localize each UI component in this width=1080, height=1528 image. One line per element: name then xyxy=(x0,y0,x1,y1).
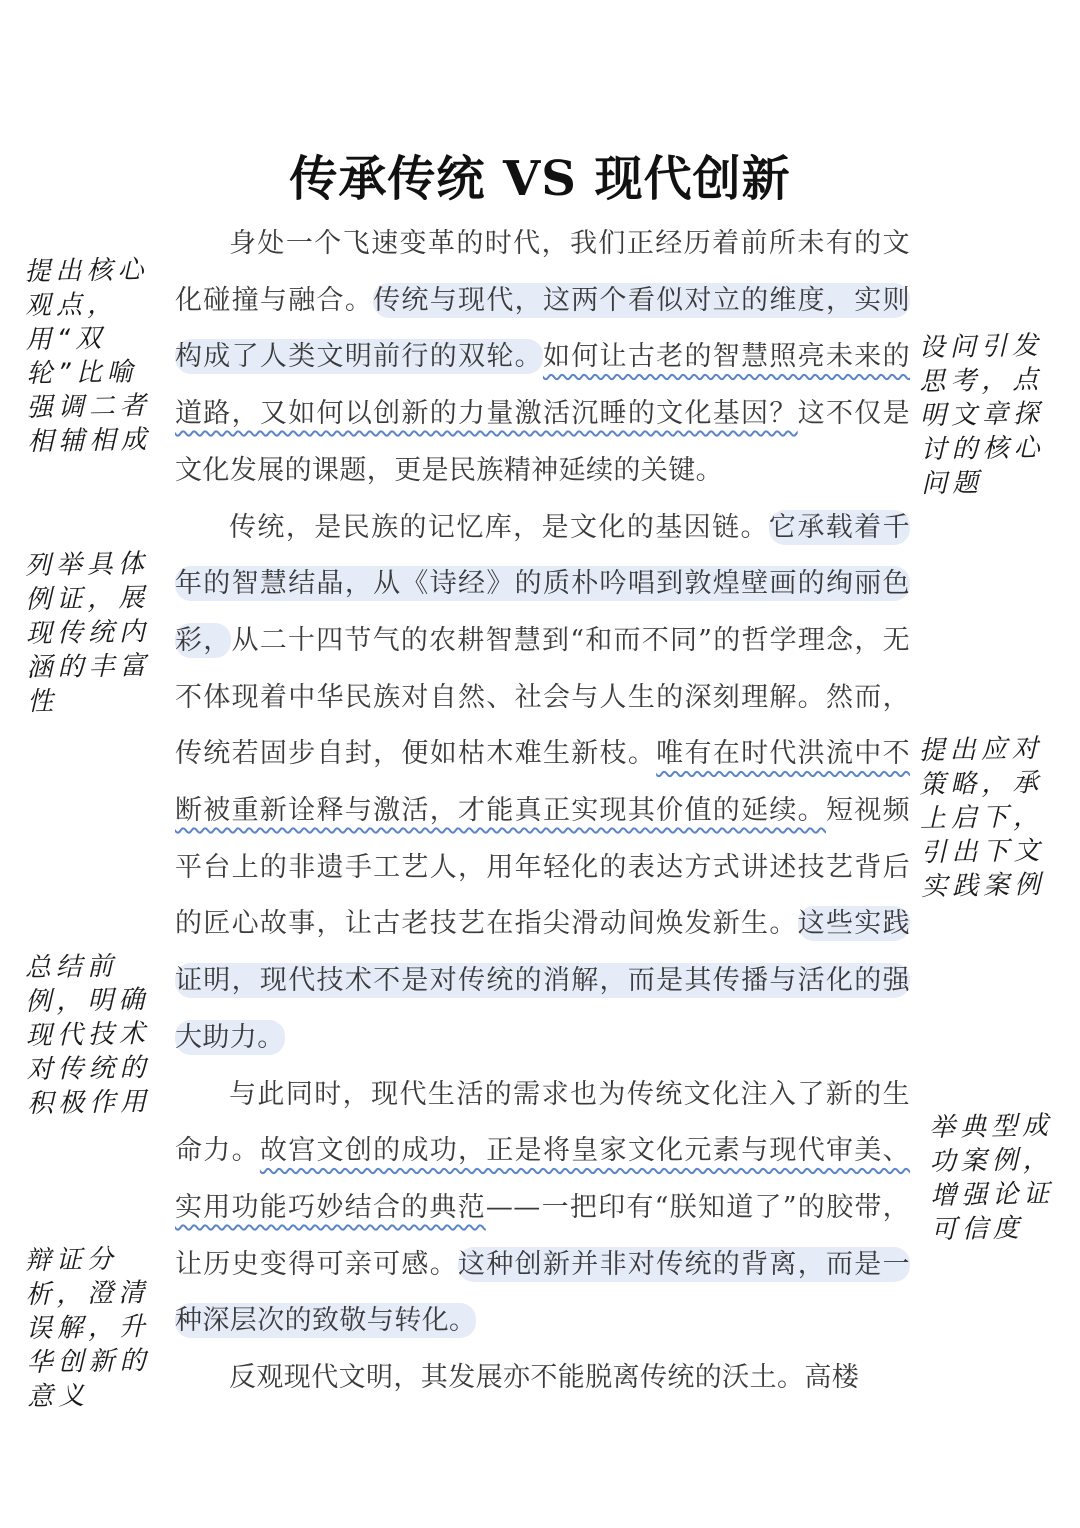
margin-note-core-viewpoint: 提出核心观点，用“双轮”比喻强调二者相辅相成 xyxy=(24,255,152,458)
body-text: 反观现代文明，其发展亦不能脱离传统的沃土。高楼 xyxy=(229,1362,860,1394)
body-text: ——一把印有“朕知道了”的胶带，让历史变得可亲可感。 xyxy=(175,1191,910,1280)
wavy-underlined-sentence: 故宫文创的成功，正是将皇家文化元素与现代审美、实用功能巧妙结合的典范 xyxy=(175,1135,911,1223)
highlighted-sentence: 传统与现代，这两个看似对立的维度，实则构成了人类文明前行的双轮。 xyxy=(175,284,910,373)
margin-note-typical-case: 举典型成功案例，增强论证可信度 xyxy=(928,1110,1055,1246)
paragraph-1 xyxy=(175,216,910,500)
highlighted-sentence: 它承载着千年的智慧结晶，从《诗经》的质朴吟唱到敦煌壁画的绚丽色彩， xyxy=(175,511,910,656)
body-text: 这不仅是文化发展的课题，更是民族精神延续的关键。 xyxy=(175,398,910,486)
wavy-underlined-sentence: 如何让古老的智慧照亮未来的道路，又如何以创新的力量激活沉睡的文化基因？ xyxy=(175,341,910,430)
highlighted-sentence: 这种创新并非对传统的背离，而是一种深层次的致敬与转化。 xyxy=(175,1248,911,1337)
margin-note-rhetorical-question: 设问引发思考，点明文章探讨的核心问题 xyxy=(918,330,1045,500)
body-text: 从二十四节气的农耕智慧到“和而不同”的哲学理念，无不体现着中华民族对自然、社会与人生的深刻理解。然而，传统若固步自封，便如枯木难生新枝。 xyxy=(175,624,910,770)
margin-note-summary: 总结前例，明确现代技术对传统的积极作用 xyxy=(24,951,152,1120)
body-text: 传统，是民族的记忆库，是文化的基因链。 xyxy=(229,511,769,543)
body-text: 短视频平台上的非遗手工艺人，用年轻化的表达方式讲述技艺背后的匠心故事，让古老技艺在指尖滑动间焕发新生。 xyxy=(175,795,911,940)
essay-body xyxy=(175,216,910,1407)
paragraph-3 xyxy=(175,1067,910,1351)
body-text: 与此同时，现代生活的需求也为传统文化注入了新的生命力。 xyxy=(175,1078,910,1167)
paragraph-4 xyxy=(175,1350,910,1407)
wavy-underlined-sentence: 唯有在时代洪流中不断被重新诠释与激活，才能真正实现其价值的延续。 xyxy=(175,738,910,827)
margin-note-examples: 列举具体例证，展现传统内涵的丰富性 xyxy=(24,549,151,718)
margin-note-strategy: 提出应对策略，承上启下，引出下文实践案例 xyxy=(918,733,1046,903)
body-text: 身处一个飞速变革的时代，我们正经历着前所未有的文化碰撞与融合。 xyxy=(175,228,910,316)
page-title: 传承传统 VS 现代创新 xyxy=(289,151,791,207)
highlighted-sentence: 这些实践证明，现代技术不是对传统的消解，而是其传播与活化的强大助力。 xyxy=(175,908,910,1053)
paragraph-2 xyxy=(175,500,910,1067)
margin-note-dialectical: 辩证分析，澄清误解，升华创新的意义 xyxy=(24,1244,151,1413)
